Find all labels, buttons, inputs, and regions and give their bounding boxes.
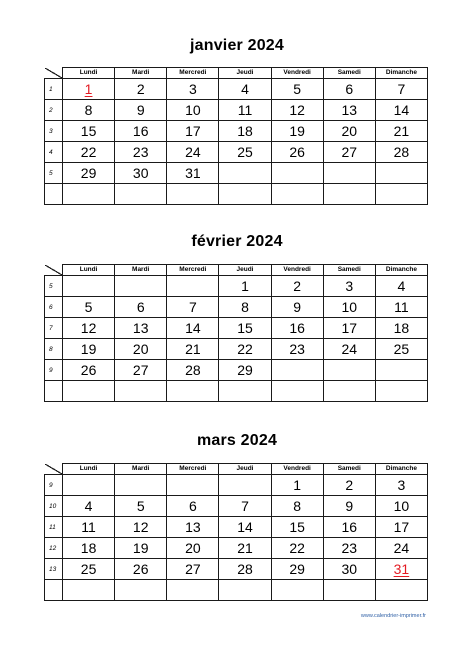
day-cell: 11 <box>63 517 115 538</box>
day-cell: 18 <box>219 121 271 142</box>
week-row <box>45 121 428 142</box>
week-row <box>45 100 428 121</box>
empty-day-cell <box>115 475 167 496</box>
weekday-header: Jeudi <box>219 265 271 276</box>
empty-day-cell <box>219 163 271 184</box>
empty-day-cell <box>271 580 323 601</box>
empty-day-cell <box>271 360 323 381</box>
empty-day-cell <box>63 475 115 496</box>
day-cell: 5 <box>115 496 167 517</box>
day-cell: 17 <box>323 318 375 339</box>
empty-day-cell <box>323 163 375 184</box>
day-cell: 2 <box>271 276 323 297</box>
day-cell: 3 <box>167 79 219 100</box>
corner-cell <box>45 464 63 475</box>
week-row <box>45 517 428 538</box>
weekday-header: Mardi <box>115 265 167 276</box>
day-cell: 16 <box>323 517 375 538</box>
empty-day-cell <box>219 580 271 601</box>
week-row <box>45 79 428 100</box>
empty-day-cell <box>375 580 427 601</box>
week-number <box>45 580 63 601</box>
day-cell: 20 <box>167 538 219 559</box>
day-cell: 25 <box>63 559 115 580</box>
day-cell: 5 <box>63 297 115 318</box>
week-number: 9 <box>45 475 63 496</box>
day-cell: 8 <box>219 297 271 318</box>
day-cell: 22 <box>271 538 323 559</box>
empty-day-cell <box>271 381 323 402</box>
day-cell: 16 <box>271 318 323 339</box>
month-grid <box>44 463 428 601</box>
day-cell: 6 <box>167 496 219 517</box>
day-cell: 6 <box>323 79 375 100</box>
day-cell: 15 <box>63 121 115 142</box>
empty-day-cell <box>271 163 323 184</box>
day-cell: 20 <box>323 121 375 142</box>
day-cell: 22 <box>63 142 115 163</box>
day-cell: 17 <box>375 517 427 538</box>
day-cell: 21 <box>375 121 427 142</box>
day-cell: 13 <box>167 517 219 538</box>
day-cell: 5 <box>271 79 323 100</box>
day-cell: 21 <box>167 339 219 360</box>
week-row <box>45 318 428 339</box>
day-cell: 31 <box>167 163 219 184</box>
week-number: 1 <box>45 79 63 100</box>
day-cell: 13 <box>115 318 167 339</box>
day-cell: 25 <box>219 142 271 163</box>
weekday-header: Mardi <box>115 68 167 79</box>
empty-day-cell <box>115 184 167 205</box>
day-cell: 13 <box>323 100 375 121</box>
week-row <box>45 297 428 318</box>
empty-day-cell <box>219 381 271 402</box>
day-cell: 1 <box>63 79 115 100</box>
empty-day-cell <box>323 184 375 205</box>
day-cell: 24 <box>375 538 427 559</box>
day-cell: 7 <box>375 79 427 100</box>
week-number: 12 <box>45 538 63 559</box>
day-cell: 12 <box>115 517 167 538</box>
day-cell: 10 <box>167 100 219 121</box>
day-cell: 14 <box>375 100 427 121</box>
weekday-header: Vendredi <box>271 68 323 79</box>
weekday-header: Mercredi <box>167 68 219 79</box>
day-cell: 7 <box>167 297 219 318</box>
day-cell: 18 <box>375 318 427 339</box>
day-cell: 23 <box>323 538 375 559</box>
day-cell: 19 <box>271 121 323 142</box>
day-cell: 27 <box>167 559 219 580</box>
day-cell: 4 <box>219 79 271 100</box>
day-cell: 8 <box>63 100 115 121</box>
day-cell: 17 <box>167 121 219 142</box>
day-cell: 11 <box>219 100 271 121</box>
day-cell: 27 <box>115 360 167 381</box>
day-cell: 2 <box>115 79 167 100</box>
weekday-header: Lundi <box>63 68 115 79</box>
empty-day-cell <box>375 381 427 402</box>
week-number: 5 <box>45 276 63 297</box>
weekday-header: Jeudi <box>219 464 271 475</box>
weekday-header: Samedi <box>323 265 375 276</box>
empty-day-cell <box>63 276 115 297</box>
day-cell: 23 <box>115 142 167 163</box>
weekday-header-row <box>45 464 428 475</box>
day-cell: 3 <box>375 475 427 496</box>
day-cell: 16 <box>115 121 167 142</box>
day-cell: 23 <box>271 339 323 360</box>
empty-day-cell <box>375 163 427 184</box>
day-cell: 25 <box>375 339 427 360</box>
month-grid <box>44 264 428 402</box>
week-number: 5 <box>45 163 63 184</box>
day-cell: 28 <box>375 142 427 163</box>
day-cell: 26 <box>115 559 167 580</box>
week-number: 2 <box>45 100 63 121</box>
weekday-header: Mardi <box>115 464 167 475</box>
weekday-header: Vendredi <box>271 464 323 475</box>
footer-website[interactable]: www.calendrier-imprimer.fr <box>360 613 426 619</box>
empty-day-cell <box>167 276 219 297</box>
week-number <box>45 381 63 402</box>
week-number: 9 <box>45 360 63 381</box>
week-row <box>45 496 428 517</box>
empty-day-cell <box>115 276 167 297</box>
empty-day-cell <box>323 580 375 601</box>
week-row <box>45 276 428 297</box>
day-cell: 12 <box>63 318 115 339</box>
week-row <box>45 163 428 184</box>
day-cell: 4 <box>375 276 427 297</box>
day-cell: 2 <box>323 475 375 496</box>
weekday-header: Dimanche <box>375 68 427 79</box>
day-cell: 12 <box>271 100 323 121</box>
day-cell: 15 <box>219 318 271 339</box>
month-title: mars 2024 <box>196 432 278 449</box>
day-cell: 20 <box>115 339 167 360</box>
week-row <box>45 538 428 559</box>
day-cell: 26 <box>271 142 323 163</box>
day-cell: 4 <box>63 496 115 517</box>
weekday-header: Jeudi <box>219 68 271 79</box>
day-cell: 14 <box>167 318 219 339</box>
corner-cell <box>45 68 63 79</box>
day-cell: 11 <box>375 297 427 318</box>
day-cell: 15 <box>271 517 323 538</box>
day-cell: 10 <box>375 496 427 517</box>
day-cell: 8 <box>271 496 323 517</box>
day-cell: 28 <box>219 559 271 580</box>
day-cell: 24 <box>167 142 219 163</box>
day-cell: 26 <box>63 360 115 381</box>
day-cell: 21 <box>219 538 271 559</box>
empty-day-cell <box>219 475 271 496</box>
weekday-header: Mercredi <box>167 265 219 276</box>
day-cell: 9 <box>271 297 323 318</box>
corner-cell <box>45 265 63 276</box>
day-cell: 24 <box>323 339 375 360</box>
week-row <box>45 475 428 496</box>
week-number: 6 <box>45 297 63 318</box>
day-cell: 30 <box>115 163 167 184</box>
weekday-header-row <box>45 265 428 276</box>
day-cell: 19 <box>63 339 115 360</box>
week-number: 10 <box>45 496 63 517</box>
day-cell: 28 <box>167 360 219 381</box>
weekday-header: Dimanche <box>375 464 427 475</box>
day-cell: 29 <box>271 559 323 580</box>
empty-day-cell <box>323 360 375 381</box>
empty-day-cell <box>167 381 219 402</box>
weekday-header: Lundi <box>63 265 115 276</box>
day-cell: 14 <box>219 517 271 538</box>
weekday-header: Samedi <box>323 464 375 475</box>
day-cell: 6 <box>115 297 167 318</box>
weekday-header: Dimanche <box>375 265 427 276</box>
day-cell: 30 <box>323 559 375 580</box>
week-row <box>45 339 428 360</box>
month-title: janvier 2024 <box>189 37 285 54</box>
day-cell: 19 <box>115 538 167 559</box>
weekday-header: Vendredi <box>271 265 323 276</box>
week-row <box>45 184 428 205</box>
week-number: 4 <box>45 142 63 163</box>
empty-day-cell <box>63 580 115 601</box>
week-number: 11 <box>45 517 63 538</box>
day-cell: 3 <box>323 276 375 297</box>
day-cell: 10 <box>323 297 375 318</box>
week-row <box>45 559 428 580</box>
empty-day-cell <box>115 580 167 601</box>
week-row <box>45 580 428 601</box>
week-row <box>45 381 428 402</box>
weekday-header: Samedi <box>323 68 375 79</box>
empty-day-cell <box>271 184 323 205</box>
empty-day-cell <box>375 360 427 381</box>
weekday-header: Lundi <box>63 464 115 475</box>
empty-day-cell <box>167 475 219 496</box>
month-grid <box>44 67 428 205</box>
day-cell: 1 <box>271 475 323 496</box>
week-number: 8 <box>45 339 63 360</box>
day-cell: 1 <box>219 276 271 297</box>
week-number: 7 <box>45 318 63 339</box>
day-cell: 29 <box>63 163 115 184</box>
empty-day-cell <box>115 381 167 402</box>
week-number: 3 <box>45 121 63 142</box>
empty-day-cell <box>63 184 115 205</box>
week-row <box>45 142 428 163</box>
day-cell: 9 <box>323 496 375 517</box>
day-cell: 9 <box>115 100 167 121</box>
day-cell: 7 <box>219 496 271 517</box>
day-cell: 22 <box>219 339 271 360</box>
day-cell: 31 <box>375 559 427 580</box>
week-number <box>45 184 63 205</box>
week-number: 13 <box>45 559 63 580</box>
weekday-header-row <box>45 68 428 79</box>
day-cell: 27 <box>323 142 375 163</box>
empty-day-cell <box>323 381 375 402</box>
day-cell: 29 <box>219 360 271 381</box>
empty-day-cell <box>63 381 115 402</box>
empty-day-cell <box>167 184 219 205</box>
empty-day-cell <box>375 184 427 205</box>
month-title: février 2024 <box>191 233 283 250</box>
empty-day-cell <box>219 184 271 205</box>
weekday-header: Mercredi <box>167 464 219 475</box>
empty-day-cell <box>167 580 219 601</box>
day-cell: 18 <box>63 538 115 559</box>
week-row <box>45 360 428 381</box>
